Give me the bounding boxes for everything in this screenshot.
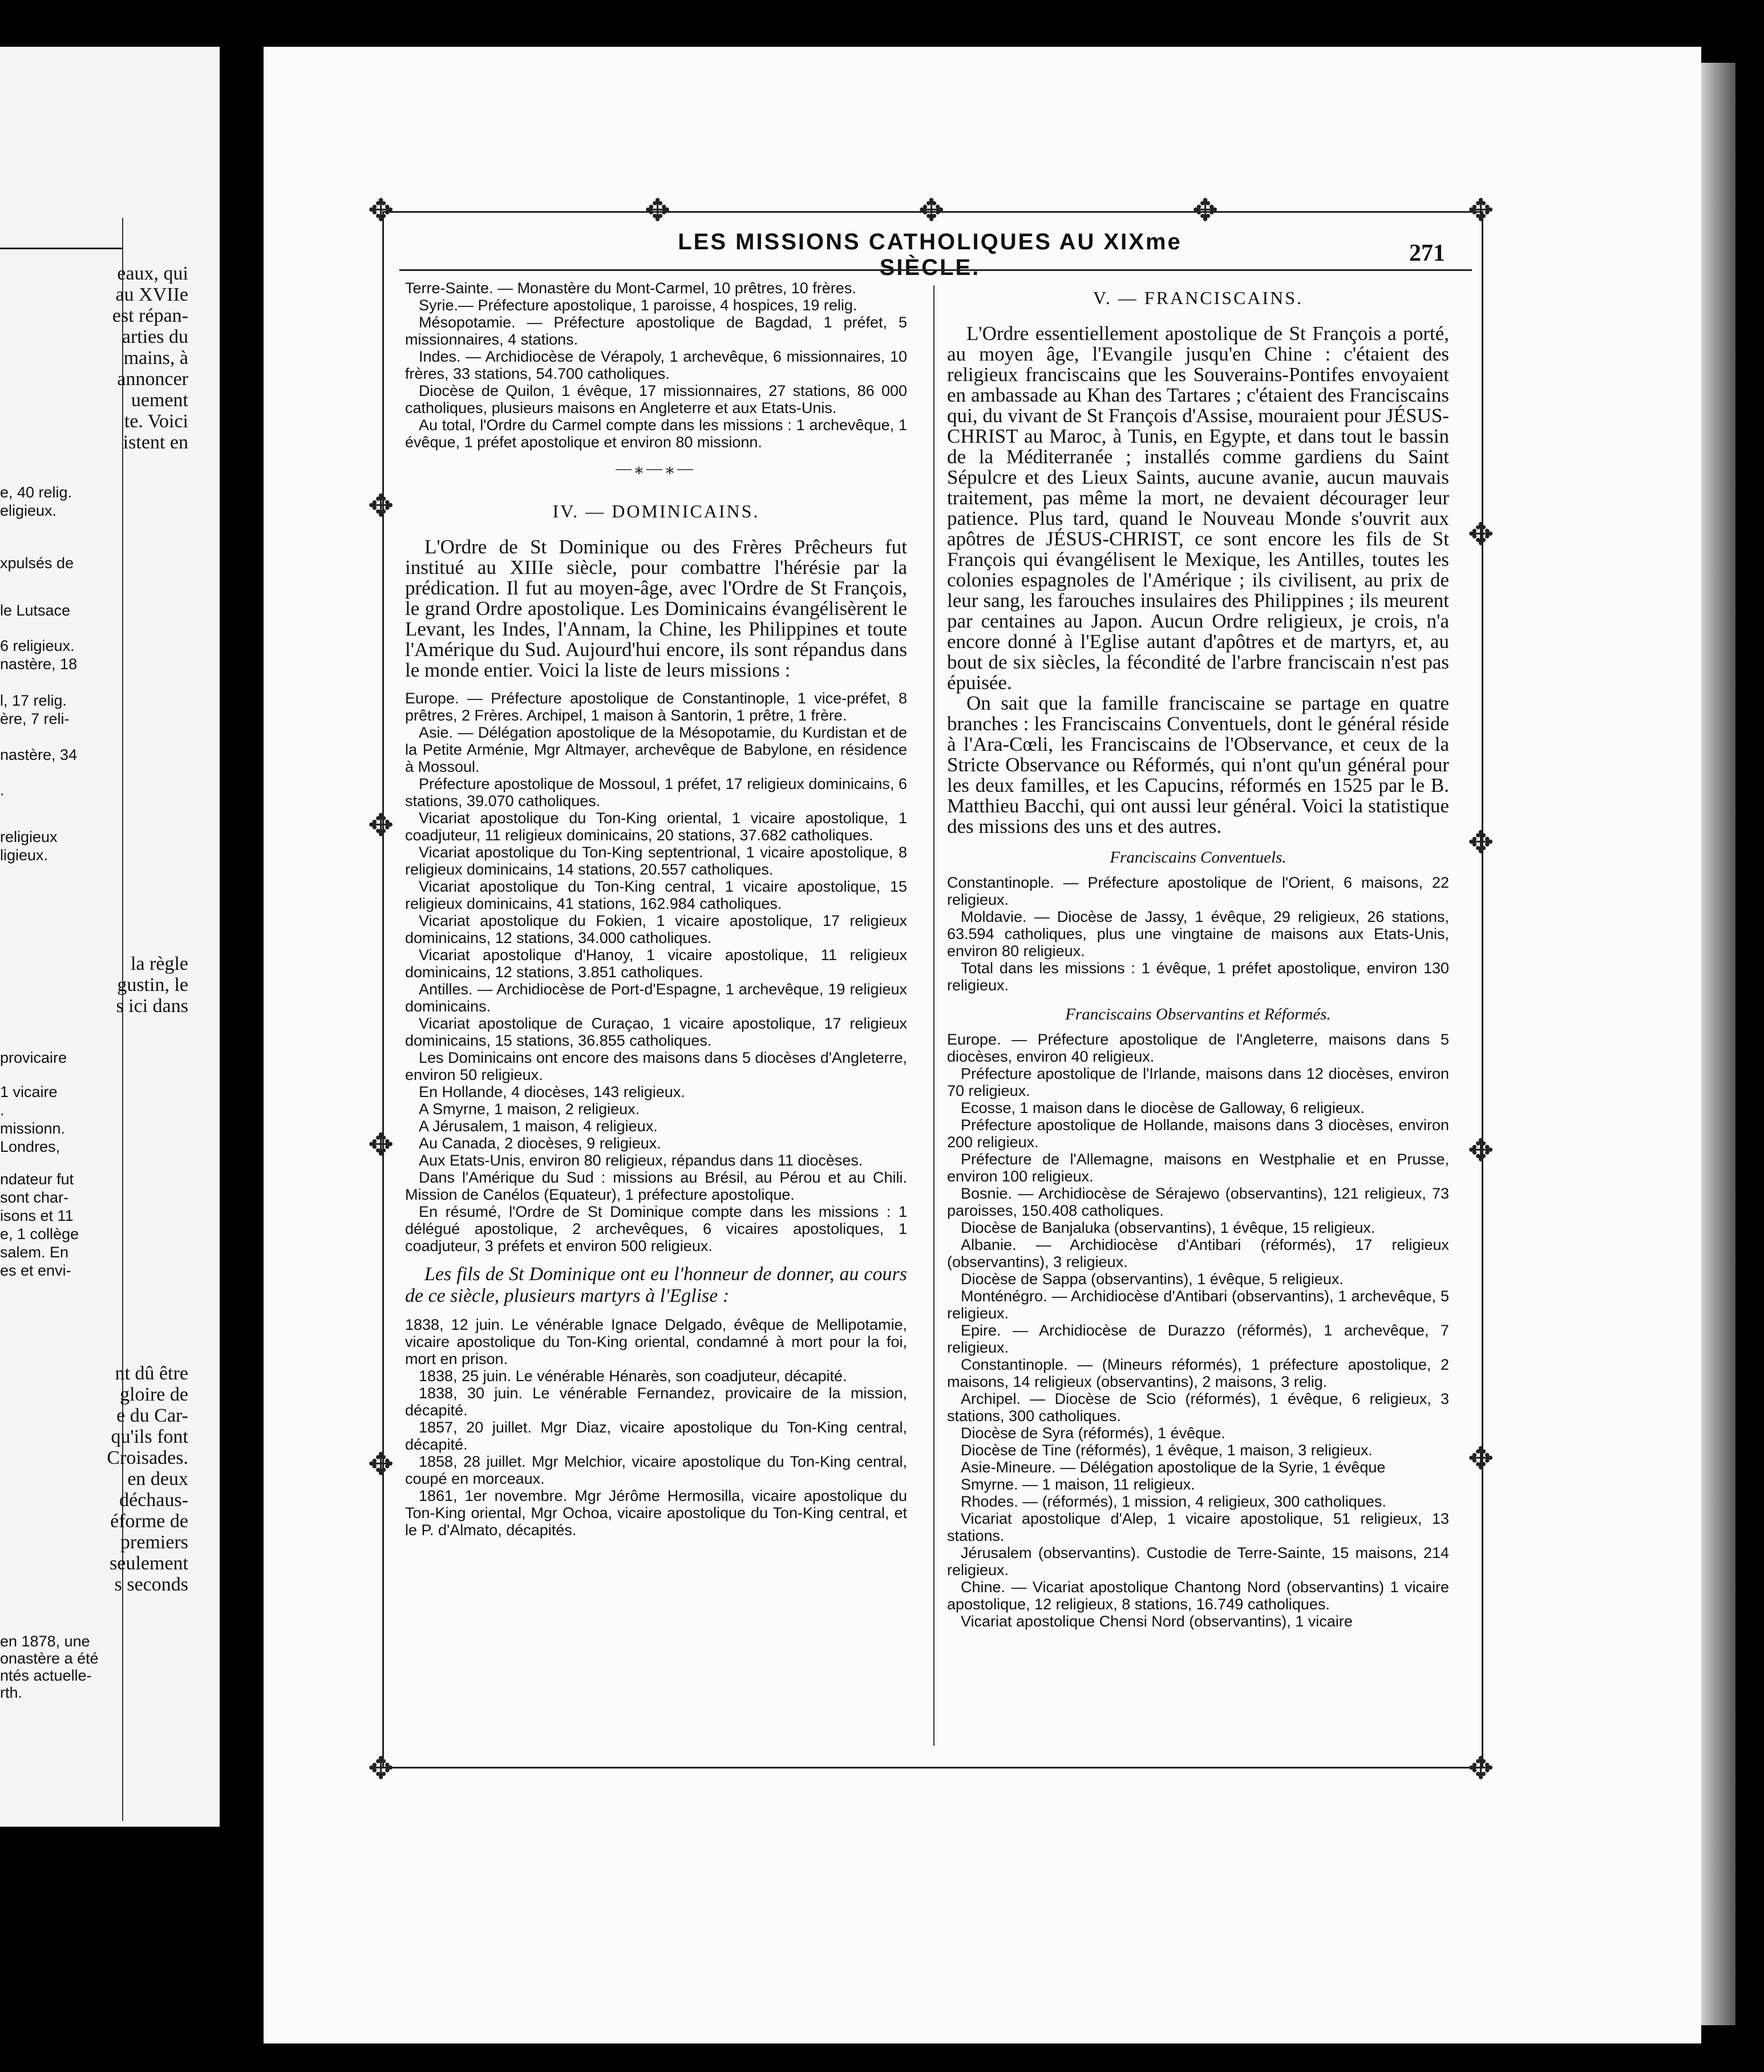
mission-entry: Diocèse de Quilon, 1 évêque, 17 missionnaires, 27 stations, 86 000 catholiques, plusieurs maisons en Angleterre et aux Etats-Unis.	[405, 382, 907, 416]
mission-entry: Constantinople. — (Mineurs réformés), 1 préfecture apostolique, 2 maisons, 14 religieux (observantins), 2 maisons, 3 relig.	[947, 1356, 1449, 1390]
mission-entry: Vicariat apostolique de Curaçao, 1 vicaire apostolique, 17 religieux dominicains, 15 stations, 36.855 catholiques.	[405, 1015, 907, 1049]
border-ornament-icon: ✥	[1468, 1134, 1494, 1168]
mission-entry: A Jérusalem, 1 maison, 4 religieux.	[419, 1118, 658, 1135]
mission-entry: Préfecture de l'Allemagne, maisons en Westphalie et en Prusse, environ 100 religieux.	[947, 1151, 1449, 1185]
page-edge	[1701, 63, 1735, 2025]
mission-entry: Syrie.— Préfecture apostolique, 1 paroisse, 4 hospices, 19 relig.	[419, 297, 857, 314]
left-page-rule	[0, 248, 122, 249]
left-page-line: te. Voici	[124, 411, 188, 432]
left-page-line: uement	[131, 390, 188, 411]
mission-entry: Vicariat apostolique du Ton-King septentrional, 1 vicaire apostolique, 8 religieux dominicains, 14 stations, 20.557 catholiques.	[405, 844, 907, 878]
left-page-line: au XVIIe	[115, 284, 188, 305]
mission-entry: Diocèse de Tine (réformés), 1 évêque, 1 maison, 3 religieux.	[961, 1442, 1373, 1459]
mission-entry: Epire. — Archidiocèse de Durazzo (réformés), 1 archevêque, 7 religieux.	[947, 1322, 1449, 1356]
left-page-line: missionn.	[0, 1120, 66, 1137]
left-page-line: isons et 11	[0, 1207, 74, 1224]
left-page-line: .	[0, 782, 5, 799]
left-page-line: le Lutsace	[0, 602, 71, 619]
mission-entry: Préfecture apostolique de Mossoul, 1 préfet, 17 religieux dominicains, 6 stations, 39.070 catholiques.	[405, 775, 907, 810]
mission-entry: Vicariat apostolique Chensi Nord (observantins), 1 vicaire	[961, 1613, 1353, 1630]
mission-entry: En Hollande, 4 diocèses, 143 religieux.	[419, 1083, 685, 1100]
subsection-conventuels: Franciscains Conventuels.	[1110, 848, 1286, 867]
mission-entry: Au total, l'Ordre du Carmel compte dans les missions : 1 archevêque, 1 évêque, 1 préfet apostolique et environ 80 missionn.	[405, 416, 907, 451]
mission-entry: Rhodes. — (réformés), 1 mission, 4 religieux, 300 catholiques.	[961, 1493, 1386, 1510]
carmel-missions	[405, 280, 907, 451]
corner-ornament-icon: ✥	[1468, 193, 1494, 228]
left-page-line: rth.	[0, 1684, 23, 1701]
mission-entry: Monténégro. — Archidiocèse d'Antibari (observantins), 1 archevêque, 5 religieux.	[947, 1288, 1449, 1322]
mission-entry: Total dans les missions : 1 évêque, 1 préfet apostolique, environ 130 religieux.	[947, 960, 1449, 994]
mission-entry: Mésopotamie. — Préfecture apostolique de Bagdad, 1 préfet, 5 missionnaires, 4 stations.	[405, 314, 907, 348]
left-page-line: salem. En	[0, 1244, 69, 1261]
running-header: LES MISSIONS CATHOLIQUES AU XIXme SIÈCLE.	[678, 229, 1182, 280]
left-page-line: nt dû être	[115, 1363, 188, 1384]
mission-entry: Préfecture apostolique de Hollande, maisons dans 3 diocèses, environ 200 religieux.	[947, 1116, 1449, 1151]
mission-entry: Diocèse de Sappa (observantins), 1 évêque, 5 religieux.	[961, 1270, 1344, 1288]
border-ornament-icon: ✥	[645, 193, 671, 228]
page-number: 271	[1409, 240, 1445, 266]
left-page-line: la règle	[131, 953, 188, 974]
franciscains-intro: L'Ordre essentiellement apostolique de St François a porté, au moyen âge, l'Evangile jusqu'en Chine : c'étaient des religieux franciscains que les Souverains-Pontifes envoyaient en ambassade au Khan des Tartares ; c'étaient des Franciscains qui, du vivant de St François d'Assise, mouraient pour JÉSUS-CHRIST au Maroc, à Tunis, en Egypte, et dans tout le bassin de la Méditerranée ; installés comme gardiens du Saint Sépulcre et des Lieux Saints, aucune avanie, aucun mauvais traitement, pas même la mort, ne devaient décourager leur patience. Plus tard, quand le Nouveau Monde s'ouvrit aux apôtres de JÉSUS-CHRIST, ce sont encore les fils de St François qui évangélisent le Mexique, les Antilles, toutes les colonies espagnoles de l'Amérique ; ils civilisent, au prix de leur sang, les farouches insulaires des Philippines ; ils meurent par centaines au Japon. Aucun Ordre religieux, je crois, n'a encore donné à l'Eglise autant d'apôtres et de martyrs, et, au bout de six siècles, la fécondité de l'arbre franciscain n'est pas épuisée.	[947, 322, 1449, 694]
martyr-entry: 1838, 30 juin. Le vénérable Fernandez, provicaire de la mission, décapité.	[405, 1385, 907, 1419]
martyrs-heading: Les fils de St Dominique ont eu l'honneur de donner, au cours de ce siècle, plusieurs martyrs à l'Eglise :	[405, 1264, 907, 1306]
mission-entry: Archipel. — Diocèse de Scio (réformés), 1 évêque, 6 religieux, 3 stations, 300 catholiques.	[947, 1390, 1449, 1424]
martyrs-list	[405, 1316, 907, 1539]
left-page-line: Londres,	[0, 1138, 60, 1155]
martyr-entry: 1858, 28 juillet. Mgr Melchior, vicaire apostolique du Ton-King central, coupé en morceaux.	[405, 1453, 907, 1487]
left-page-line: ère, 7 reli-	[0, 710, 70, 727]
martyr-entry: 1857, 20 juillet. Mgr Diaz, vicaire apostolique du Ton-King central, décapité.	[405, 1419, 907, 1453]
left-page-line: gloire de	[120, 1384, 188, 1405]
border-ornament-icon: ✥	[368, 489, 394, 523]
mission-entry: Chine. — Vicariat apostolique Chantong Nord (observantins) 1 vicaire apostolique, 12 religieux, 8 stations, 16.749 catholiques.	[947, 1579, 1449, 1613]
mission-entry: Dans l'Amérique du Sud : missions au Brésil, au Pérou et au Chili. Mission de Canélos (Equateur), 1 préfecture apostolique.	[405, 1169, 907, 1203]
left-page-line: l, 17 relig.	[0, 692, 67, 709]
dominicains-missions	[405, 690, 907, 1254]
section-separator: —⁎—⁎—	[616, 460, 697, 477]
border-ornament-icon: ✥	[368, 808, 394, 843]
left-page-line: 1 vicaire	[0, 1083, 58, 1100]
left-page-line: en deux	[127, 1468, 188, 1490]
header-rule	[399, 269, 1472, 271]
mission-entry: Préfecture apostolique de l'Irlande, maisons dans 12 diocèses, environ 70 religieux.	[947, 1065, 1449, 1099]
left-page-line: .	[0, 1102, 5, 1119]
border-ornament-icon: ✥	[368, 1128, 394, 1162]
mission-entry: Vicariat apostolique du Ton-King oriental, 1 vicaire apostolique, 1 coadjuteur, 11 religieux dominicains, 20 stations, 37.682 catholiques.	[405, 810, 907, 844]
left-page-line: annoncer	[117, 369, 188, 390]
left-page-line: religieux	[0, 828, 58, 845]
right-column	[947, 280, 1449, 1630]
left-page-line: provicaire	[0, 1049, 67, 1066]
border-ornament-icon: ✥	[368, 1447, 394, 1482]
mission-entry: Antilles. — Archidiocèse de Port-d'Espagne, 1 archevêque, 19 religieux dominicains.	[405, 981, 907, 1015]
left-page-line: seulement	[110, 1553, 188, 1574]
section-title-dominicains: IV. — DOMINICAINS.	[552, 501, 760, 521]
left-page-line: istent en	[123, 432, 188, 453]
border-ornament-icon: ✥	[1468, 825, 1494, 860]
border-ornament-icon: ✥	[1468, 517, 1494, 552]
mission-entry: Au Canada, 2 diocèses, 9 religieux.	[419, 1135, 661, 1152]
mission-entry: Bosnie. — Archidiocèse de Sérajewo (observantins), 121 religieux, 73 paroisses, 150.408 catholiques.	[947, 1185, 1449, 1219]
left-page-line: xpulsés de	[0, 555, 74, 572]
column-divider	[933, 285, 934, 1746]
section-title-franciscains: V. — FRANCISCAINS.	[1093, 288, 1304, 308]
left-page-line: 6 religieux.	[0, 637, 75, 654]
left-page-line: e, 40 relig.	[0, 484, 72, 501]
franciscains-branches: On sait que la famille franciscaine se partage en quatre branches : les Franciscains Conventuels, dont le général réside à l'Ara-Cœli, les Franciscains de l'Observance, et ceux de la Stricte Observance ou Réformés, qui n'ont qu'un général pour les deux familles, et les Capucins, réformés en 1525 par le B. Matthieu Bacchi, qui ont aussi leur général. Voici la statistique des missions des uns et des autres.	[947, 692, 1449, 837]
left-page-line: ligieux.	[0, 847, 48, 864]
mission-entry: Vicariat apostolique d'Alep, 1 vicaire apostolique, 51 religieux, 13 stations.	[947, 1510, 1449, 1544]
martyr-entry: 1838, 12 juin. Le vénérable Ignace Delgado, évêque de Mellipotamie, vicaire apostolique du Ton-King oriental, condamné à mort pour la foi, mort en prison.	[405, 1316, 907, 1367]
corner-ornament-icon: ✥	[1468, 1751, 1494, 1786]
mission-entry: A Smyrne, 1 maison, 2 religieux.	[419, 1100, 640, 1118]
mission-entry: Les Dominicains ont encore des maisons dans 5 diocèses d'Angleterre, environ 50 religieux.	[405, 1049, 907, 1083]
left-page-line: Croisades.	[107, 1447, 188, 1468]
mission-entry: Aux Etats-Unis, environ 80 religieux, répandus dans 11 diocèses.	[419, 1152, 863, 1169]
left-page-line: ntés actuelle-	[0, 1667, 92, 1684]
corner-ornament-icon: ✥	[368, 1751, 394, 1786]
left-column	[405, 280, 907, 1539]
left-page-line: ndateur fut	[0, 1171, 74, 1188]
mission-entry: Vicariat apostolique du Fokien, 1 vicaire apostolique, 17 religieux dominicains, 12 stations, 34.000 catholiques.	[405, 912, 907, 946]
mission-entry: Moldavie. — Diocèse de Jassy, 1 évêque, 29 religieux, 26 stations, 63.594 catholiques, plus une vingtaine de maisons aux Etats-Unis, environ 80 religieux.	[947, 908, 1449, 960]
mission-entry: Asie. — Délégation apostolique de la Mésopotamie, du Kurdistan et de la Petite Arménie, Mgr Altmayer, archevêque de Babylone, en résidence à Mossoul.	[405, 724, 907, 775]
border-ornament-icon: ✥	[1468, 1442, 1494, 1476]
mission-entry: Terre-Sainte. — Monastère du Mont-Carmel, 10 prêtres, 10 frères.	[405, 280, 856, 297]
left-page-line: sont char-	[0, 1189, 69, 1206]
mission-entry: Diocèse de Syra (réformés), 1 évêque.	[961, 1424, 1225, 1442]
left-page-line: nastère, 34	[0, 746, 78, 763]
left-page-line: en 1878, une	[0, 1633, 90, 1650]
conventuels-list	[947, 874, 1449, 994]
subsection-observantins: Franciscains Observantins et Réformés.	[1065, 1005, 1331, 1023]
mission-entry: Vicariat apostolique du Ton-King central, 1 vicaire apostolique, 15 religieux dominicains, 41 stations, 162.984 catholiques.	[405, 878, 907, 912]
left-page-line: est répan-	[112, 305, 188, 326]
left-page-line: onastère a été	[0, 1650, 99, 1667]
mission-entry: Europe. — Préfecture apostolique de Constantinople, 1 vice-préfet, 8 prêtres, 2 Frères. Archipel, 1 maison à Santorin, 1 prêtre, 1 frère.	[405, 690, 907, 724]
left-page-line: s seconds	[114, 1574, 188, 1595]
mission-entry: Albanie. — Archidiocèse d'Antibari (réformés), 17 religieux (observantins), 3 religieux.	[947, 1236, 1449, 1270]
mission-entry: Jérusalem (observantins). Custodie de Terre-Sainte, 15 maisons, 214 religieux.	[947, 1544, 1449, 1579]
mission-entry: Constantinople. — Préfecture apostolique de l'Orient, 6 maisons, 22 religieux.	[947, 874, 1449, 908]
left-page-line: premiers	[120, 1532, 188, 1553]
left-page-line: nastère, 18	[0, 655, 78, 673]
left-page-line: es et envi-	[0, 1262, 71, 1279]
mission-entry: En résumé, l'Ordre de St Dominique compte dans les missions : 1 délégué apostolique, 2 archevêques, 6 vicaires apostoliques, 1 coadjuteur, 3 préfets et environ 500 religieux.	[405, 1203, 907, 1254]
left-page-line: déchaus-	[119, 1490, 188, 1511]
left-page-line: eaux, qui	[117, 263, 188, 284]
mission-entry: Smyrne. — 1 maison, 11 religieux.	[961, 1476, 1195, 1493]
left-page-line: s ici dans	[116, 995, 188, 1017]
border-ornament-icon: ✥	[1192, 193, 1219, 228]
mission-entry: Vicariat apostolique d'Hanoy, 1 vicaire apostolique, 11 religieux dominicains, 12 stations, 3.851 catholiques.	[405, 946, 907, 981]
mission-entry: Indes. — Archidiocèse de Vérapoly, 1 archevêque, 6 missionnaires, 10 frères, 33 stations, 54.700 catholiques.	[405, 348, 907, 382]
corner-ornament-icon: ✥	[368, 193, 394, 228]
left-page-line: mains, à	[123, 347, 188, 369]
mission-entry: Europe. — Préfecture apostolique de l'Angleterre, maisons dans 5 diocèses, environ 40 religieux.	[947, 1031, 1449, 1065]
left-page-line: gustin, le	[117, 974, 188, 995]
mission-entry: Ecosse, 1 maison dans le diocèse de Galloway, 6 religieux.	[961, 1099, 1365, 1116]
observantins-list	[947, 1031, 1449, 1630]
left-page-line: e du Car-	[116, 1405, 188, 1426]
left-page-line: e, 1 collège	[0, 1225, 79, 1243]
mission-entry: Asie-Mineure. — Délégation apostolique de la Syrie, 1 évêque	[961, 1459, 1386, 1476]
left-page-line: qu'ils font	[111, 1426, 188, 1447]
martyr-entry: 1861, 1er novembre. Mgr Jérôme Hermosilla, vicaire apostolique du Ton-King oriental, Mgr Ochoa, vicaire apostolique du Ton-King central, et le P. d'Almato, décapités.	[405, 1487, 907, 1539]
left-page-line: eligieux.	[0, 502, 57, 519]
border-ornament-icon: ✥	[919, 193, 945, 228]
dominicains-intro: L'Ordre de St Dominique ou des Frères Prêcheurs fut institué au XIIIe siècle, pour combattre l'hérésie par la prédication. Il fut au moyen-âge, avec l'Ordre de St François, le grand Ordre apostolique. Les Dominicains évangélisèrent le Levant, les Indes, l'Annam, la Chine, les Philippines et toute l'Amérique du Sud. Aujourd'hui encore, ils sont répandus dans le monde entier. Voici la liste de leurs missions :	[405, 536, 907, 681]
left-page-line: arties du	[122, 326, 188, 347]
left-page-line: éforme de	[110, 1511, 188, 1532]
mission-entry: Diocèse de Banjaluka (observantins), 1 évêque, 15 religieux.	[961, 1219, 1375, 1236]
left-facing-page	[0, 47, 220, 1827]
martyr-entry: 1838, 25 juin. Le vénérable Hénarès, son coadjuteur, décapité.	[419, 1367, 847, 1385]
